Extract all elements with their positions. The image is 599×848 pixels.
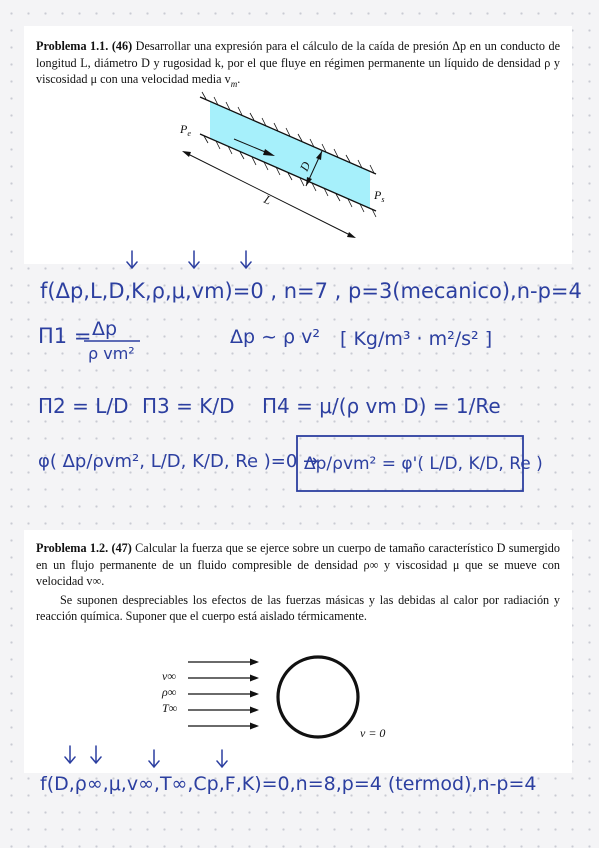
problem-2-number: (47) <box>111 541 132 555</box>
freestream-arrowheads <box>250 659 259 730</box>
hw-pi1-lhs: Π1 = <box>38 324 92 348</box>
problem-1-text-sub: m <box>230 78 238 89</box>
problem-2-text-2: Se suponen despreciables los efectos de las fuerzas másicas y las debidas al calor por radiación y reacción química. Suponer que el cuerpo está aislado térmicamente. <box>36 592 560 624</box>
problem-1-text: Desarrollar una expresión para el cálculo de la caída de presión Δp en un conducto de longitud L, diámetro D y rugosidad k, por el que fluye en régimen permanente un líquido de densidad ρ y viscosidad μ con una velocidad media v <box>36 39 560 87</box>
immersed-body <box>278 657 358 737</box>
problem-1-card <box>24 26 572 264</box>
hw-dimension-units: [ Kg/m³ · m²/s² ] <box>340 328 493 350</box>
hw-function-line: f(Δp,L,D,K,ρ,μ,vm)=0 , n=7 , p=3(mecanico),n-p=4 <box>40 279 582 303</box>
label-inlet: $P_e$ <box>180 122 191 138</box>
problem-1-text-end: . <box>237 72 241 87</box>
pipe-figure <box>24 26 572 264</box>
hw-pi1-num: Δp <box>92 318 118 340</box>
freestream-arrows <box>188 662 254 726</box>
hw-dimension-lhs: Δp ~ ρ v² <box>230 326 321 348</box>
hw-function-line-2: f(D,ρ∞,μ,v∞,T∞,Cp,F,K)=0,n=8,p=4 (termod),n-p=4 <box>40 773 537 795</box>
problem-1-title: Problema 1.1. <box>36 39 109 53</box>
length-arrowhead-left <box>182 151 191 157</box>
problem-1-number: (46) <box>111 39 133 53</box>
problem-2-text: Calcular la fuerza que se ejerce sobre un cuerpo de tamaño característico D sumergido en un flujo permanente de un fluido compresible de densidad ρ∞ y viscosidad μ que se mueve con velocidad v∞. <box>36 541 560 589</box>
label-outlet: $P_s$ <box>374 188 385 204</box>
hw-pi2: Π2 = L/D <box>38 394 129 418</box>
variable-marker-arrows <box>127 251 251 268</box>
hw-pi4: Π4 = μ/(ρ vm D) = 1/Re <box>262 394 501 418</box>
handwritten-notes-1 <box>0 245 599 515</box>
length-arrowhead-right <box>347 232 356 238</box>
label-diameter: D <box>296 159 314 174</box>
hw-pi3: Π3 = K/D <box>142 394 235 418</box>
variable-marker-arrows-2 <box>65 746 227 767</box>
label-length: L <box>261 192 274 208</box>
hw-relation: φ( Δp/ρvm², L/D, K/D, Re )=0 → <box>38 451 319 472</box>
pipe-fluid <box>210 101 370 208</box>
label-velocity: v∞ <box>162 669 176 683</box>
problem-2-card <box>24 530 572 773</box>
handwritten-notes-2 <box>0 742 599 812</box>
problem-2-title: Problema 1.2. <box>36 541 109 555</box>
body-figure <box>24 530 572 773</box>
hw-pi1-den: ρ vm² <box>88 344 135 363</box>
label-density: ρ∞ <box>162 685 177 699</box>
label-temperature: T∞ <box>162 701 178 715</box>
label-surface-velocity: v = 0 <box>360 726 386 740</box>
hw-boxed-result: Δp/ρvm² = φ'( L/D, K/D, Re ) <box>304 454 543 474</box>
